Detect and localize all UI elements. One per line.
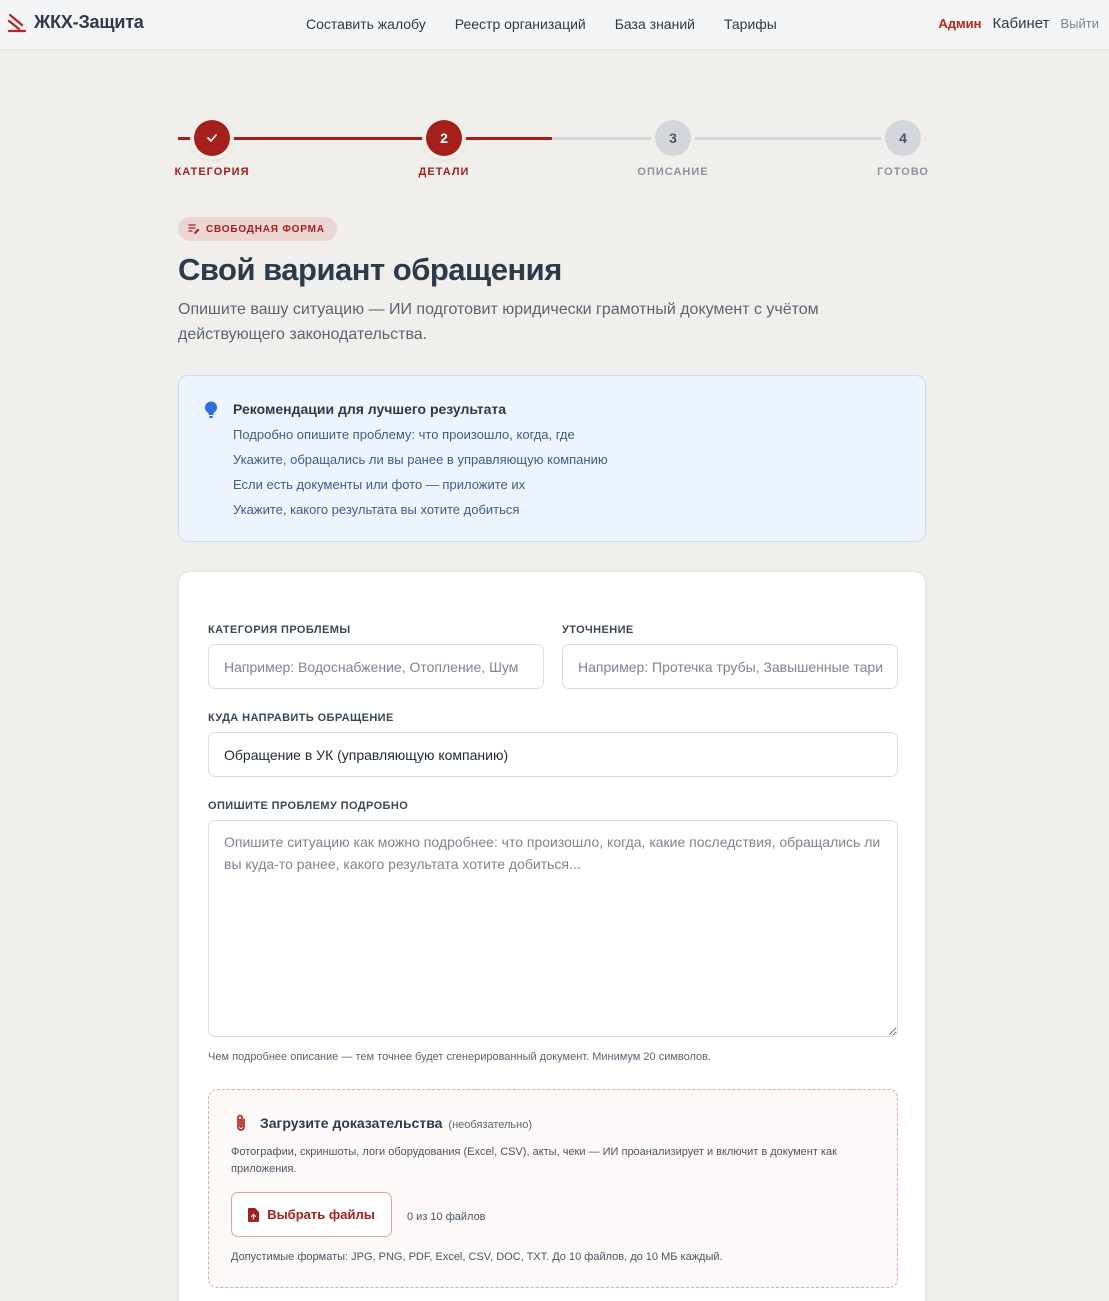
choose-files-button[interactable] <box>231 1192 392 1237</box>
upload-title-text: Загрузите доказательства <box>260 1115 443 1131</box>
page-subtitle: Опишите вашу ситуацию — ИИ подготовит юридически грамотный документ с учётом действующего законодательства. <box>178 301 819 343</box>
logout-link[interactable]: Выйти <box>1060 16 1099 31</box>
recommendations-list <box>233 426 608 526</box>
checkmark-icon <box>206 133 218 143</box>
upload-optional-note: (необязательно) <box>448 1119 533 1131</box>
stepper-line-complete <box>178 137 552 140</box>
main-nav <box>306 16 777 32</box>
allowed-formats: Допустимые форматы: JPG, PNG, PDF, Excel, CSV, DOC, TXT. До 10 файлов, до 10 МБ каждый. <box>231 1251 723 1263</box>
step-2-number: 2 <box>440 130 448 146</box>
page-title: Свой вариант обращения <box>178 252 562 287</box>
step-4-label: ГОТОВО <box>877 166 929 178</box>
step-2-label: ДЕТАЛИ <box>418 166 470 178</box>
progress-stepper <box>174 118 929 182</box>
stepper-line-pending <box>552 137 926 140</box>
category-label: КАТЕГОРИЯ ПРОБЛЕМЫ <box>208 624 351 636</box>
clarification-label: УТОЧНЕНИЕ <box>562 624 634 636</box>
nav-organizations-registry[interactable]: Реестр организаций <box>454 16 586 32</box>
category-input[interactable] <box>208 644 544 689</box>
lightbulb-icon <box>204 401 218 419</box>
badge-text: СВОБОДНАЯ ФОРМА <box>206 223 325 235</box>
step-3-number: 3 <box>669 130 677 146</box>
edit-list-icon <box>188 223 200 235</box>
recipient-label: КУДА НАПРАВИТЬ ОБРАЩЕНИЕ <box>208 712 394 724</box>
description-label: ОПИШИТЕ ПРОБЛЕМУ ПОДРОБНО <box>208 800 409 812</box>
nav-pricing[interactable]: Тарифы <box>723 16 777 32</box>
step-4-circle <box>885 120 921 156</box>
list-item: Подробно опишите проблему: что произошло, когда, где <box>233 427 575 442</box>
complaint-form-card <box>178 571 926 1301</box>
header-user-area <box>938 15 1099 32</box>
choose-files-label: Выбрать файлы <box>267 1207 375 1222</box>
clarification-input[interactable] <box>562 644 898 689</box>
step-3-label: ОПИСАНИЕ <box>637 166 709 178</box>
scales-logo-icon <box>8 13 26 33</box>
step-1-label: КАТЕГОРИЯ <box>174 166 250 178</box>
recipient-select[interactable] <box>208 732 898 777</box>
evidence-upload-zone[interactable] <box>208 1089 898 1288</box>
recommendations-box <box>178 375 926 542</box>
step-4-number: 4 <box>899 130 907 146</box>
step-3-circle <box>655 120 691 156</box>
nav-compose-complaint[interactable]: Составить жалобу <box>306 16 426 32</box>
step-2-circle[interactable] <box>426 120 462 156</box>
nav-knowledge-base[interactable]: База знаний <box>614 16 695 32</box>
list-item: Если есть документы или фото — приложите их <box>233 477 526 492</box>
file-count: 0 из 10 файлов <box>407 1211 486 1223</box>
description-hint: Чем подробнее описание — тем точнее будет сгенерированный документ. Минимум 20 символов. <box>208 1051 712 1063</box>
list-item: Укажите, какого результата вы хотите добиться <box>233 502 520 517</box>
recommendations-title: Рекомендации для лучшего результата <box>233 401 507 417</box>
file-upload-icon <box>248 1208 259 1222</box>
admin-link[interactable]: Админ <box>938 16 982 31</box>
recipient-selected-value: Обращение в УК (управляющую компанию) <box>224 746 509 763</box>
upload-description: Фотографии, скриншоты, логи оборудования (Excel, CSV), акты, чеки — ИИ проанализирует и включит в документ как приложения. <box>231 1146 837 1175</box>
logo-text: ЖКХ-Защита <box>34 12 144 32</box>
paperclip-icon <box>234 1113 248 1133</box>
list-item: Укажите, обращались ли вы ранее в управляющую компанию <box>233 452 608 467</box>
cabinet-link[interactable]: Кабинет <box>992 15 1050 32</box>
top-header <box>0 0 1109 50</box>
upload-title <box>260 1115 532 1131</box>
step-1-circle[interactable] <box>194 120 230 156</box>
description-textarea[interactable] <box>208 820 898 1037</box>
logo[interactable] <box>8 12 144 33</box>
free-form-badge <box>178 217 337 241</box>
